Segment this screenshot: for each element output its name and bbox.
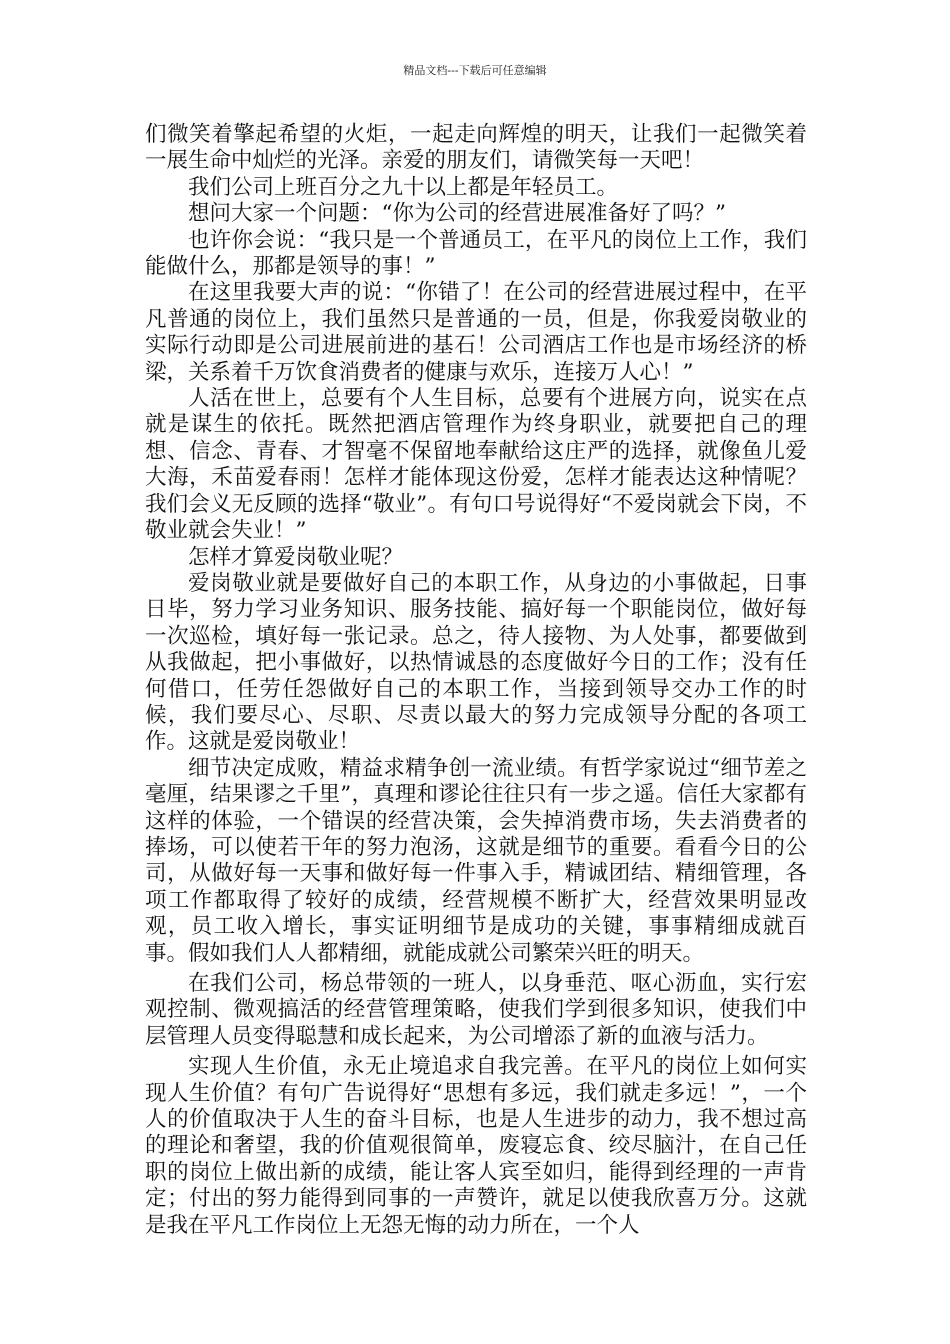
paragraph: 在这里我要大声的说：“你错了！在公司的经营进展过程中，在平凡普通的岗位上，我们虽然只是普通的一员，但是，你我爱岗敬业的实际行动即是公司进展前进的基石！公司酒店工作也是市场经济的桥梁，关系着千万饮食消费者的健康与欢乐，连接万人心！” xyxy=(145,280,807,385)
paragraph: 在我们公司，杨总带领的一班人，以身垂范、呕心沥血，实行宏观控制、微观搞活的经营管理策略，使我们学到很多知识，使我们中层管理人员变得聪慧和成长起来，为公司增添了新的血液与活力。 xyxy=(145,971,807,1049)
paragraph: 细节决定成败，精益求精争创一流业绩。有哲学家说过“细节差之毫厘，结果谬之千里”，真理和谬论往往只有一步之遥。信任大家都有这样的体验，一个错误的经营决策，会失掉消费市场，失去消费者的捧场，可以使若干年的努力泡汤，这就是细节的重要。看看今日的公司，从做好每一天事和做好每一件事入手，精诚团结、精细管理，各项工作都取得了较好的成绩，经营规模不断扩大，经营效果明显改观，员工收入增长，事实证明细节是成功的关键，事事精细成就百事。假如我们人人都精细，就能成就公司繁荣兴旺的明天。 xyxy=(145,755,807,966)
page-header: 精品文档---下载后可任意编辑 xyxy=(403,64,547,77)
paragraph: 爱岗敬业就是要做好自己的本职工作，从身边的小事做起，日事日毕，努力学习业务知识、服务技能、搞好每一个职能岗位，做好每一次巡检，填好每一张记录。总之，待人接物、为人处事，都要做到从我做起，把小事做好，以热情诚恳的态度做好今日的工作；没有任何借口，任劳任怨做好自己的本职工作，当接到领导交办工作的时候，我们要尽心、尽职、尽责以最大的努力完成领导分配的各项工作。这就是爱岗敬业！ xyxy=(145,570,807,755)
paragraph: 想问大家一个问题：“你为公司的经营进展准备好了吗？” xyxy=(188,201,726,227)
paragraph: 怎样才算爱岗敬业呢？ xyxy=(188,544,404,570)
paragraph: 人活在世上，总要有个人生目标，总要有个进展方向，说实在点就是谋生的依托。既然把酒店管理作为终身职业，就要把自己的理想、信念、青春、才智毫不保留地奉献给这庄严的选择，就像鱼儿爱大海，禾苗爱春雨！怎样才能体现这份爱，怎样才能表达这种情呢？我们会义无反顾的选择“敬业”。有句口号说得好“不爱岗就会下岗，不敬业就会失业！” xyxy=(145,386,807,544)
paragraph: 我们公司上班百分之九十以上都是年轻员工。 xyxy=(188,174,619,200)
paragraph: 也许你会说：“我只是一个普通员工，在平凡的岗位上工作，我们能做什么，那都是领导的事！” xyxy=(145,227,807,280)
document-body xyxy=(145,122,807,1239)
paragraph-continuation: 们微笑着擎起希望的火炬，一起走向辉煌的明天，让我们一起微笑着一展生命中灿烂的光泽。亲爱的朋友们，请微笑每一天吧！ xyxy=(145,122,807,174)
paragraph: 实现人生价值，永无止境追求自我完善。在平凡的岗位上如何实现人生价值？有句广告说得好“思想有多远，我们就走多远！”，一个人的价值取决于人生的奋斗目标，也是人生进步的动力，我不想过高的理论和奢望，我的价值观很简单，废寝忘食、绞尽脑汁，在自己任职的岗位上做出新的成绩，能让客人宾至如归，能得到经理的一声肯定；付出的努力能得到同事的一声赞许，就足以使我欣喜万分。这就是我在平凡工作岗位上无怨无悔的动力所在，一个人 xyxy=(145,1054,807,1238)
